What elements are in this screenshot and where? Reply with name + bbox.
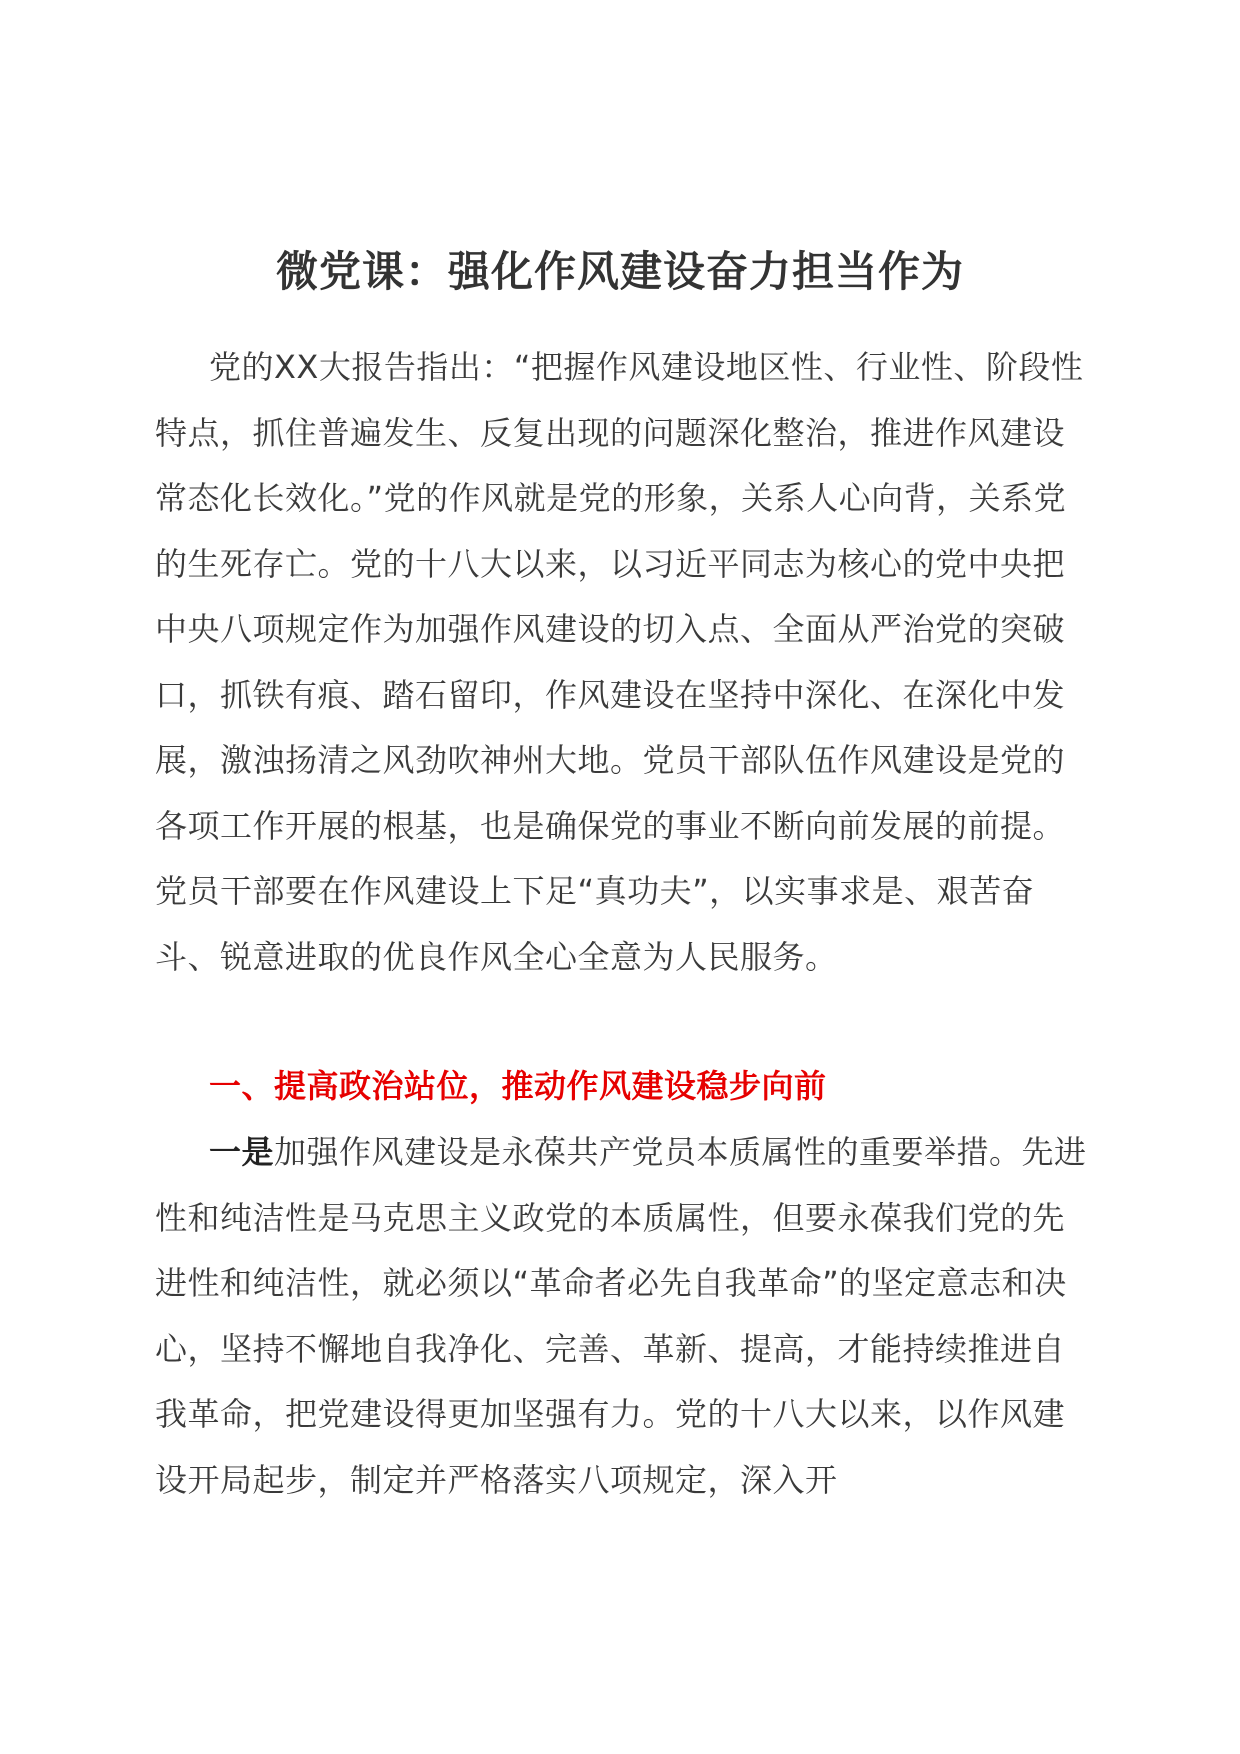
section-heading-1: 一、提高政治站位，推动作风建设稳步向前 [209, 1067, 827, 1105]
body-paragraph-2 [155, 1120, 1095, 1513]
paragraph-2-text: 加强作风建设是永葆共产党员本质属性的重要举措。先进性和纯洁性是马克思主义政党的本质属性，但要永葆我们党的先进性和纯洁性，就必须以“革命者必先自我革命”的坚定意志和决心，坚持不懈地自我净化、完善、革新、提高，才能持续推进自我革命，把党建设得更加坚强有力。党的十八大以来，以作风建设开局起步，制定并严格落实八项规定，深入开 [155, 1133, 1087, 1499]
paragraph-lead-label: 一是 [209, 1133, 275, 1171]
document-title: 微党课：强化作风建设奋力担当作为 [275, 247, 964, 296]
body-paragraph-1: 党的XX大报告指出：“把握作风建设地区性、行业性、阶段性特点，抓住普遍发生、反复出现的问题深化整治，推进作风建设常态化长效化。”党的作风就是党的形象，关系人心向背，关系党的生死存亡。党的十八大以来，以习近平同志为核心的党中央把中央八项规定作为加强作风建设的切入点、全面从严治党的突破口，抓铁有痕、踏石留印，作风建设在坚持中深化、在深化中发展，激浊扬清之风劲吹神州大地。党员干部队伍作风建设是党的各项工作开展的根基，也是确保党的事业不断向前发展的前提。党员干部要在作风建设上下足“真功夫”，以实事求是、艰苦奋斗、锐意进取的优良作风全心全意为人民服务。 [155, 348, 1084, 976]
